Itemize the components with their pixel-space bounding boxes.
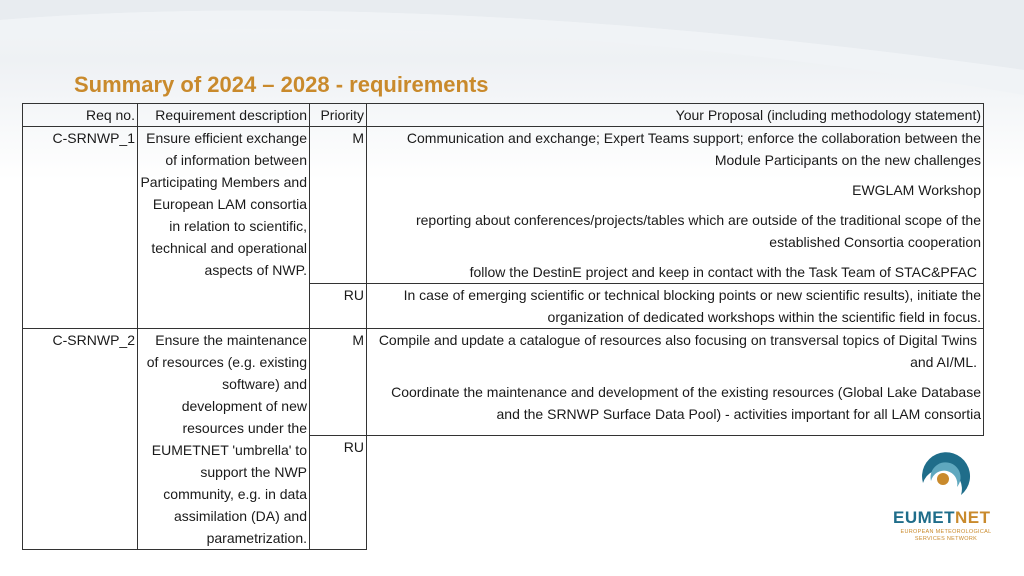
priority-cell: M [310, 329, 367, 436]
description-cell: Ensure efficient exchange of information between Participating Members and European LAM consortia in relation to scientific, technical and operational aspects of NWP. [138, 127, 310, 329]
requirements-table [22, 103, 984, 550]
logo-wordmark-part2: NET [955, 508, 991, 527]
header-priority: Priority [310, 104, 367, 127]
header-proposal: Your Proposal (including methodology statement) [367, 104, 984, 127]
proposal-item: In case of emerging scientific or technical blocking points or new scientific results), initiate the organization of dedicated workshops within the scientific field in focus. [403, 287, 981, 325]
req-no-cell: C-SRNWP_2 [23, 329, 138, 550]
header-description: Requirement description [138, 104, 310, 127]
proposal-item: Compile and update a catalogue of resources also focusing on transversal topics of Digital Twins and AI/ML. [378, 332, 977, 370]
priority-cell: M [310, 127, 367, 284]
proposal-cell [367, 329, 984, 436]
page-title: Summary of 2024 – 2028 - requirements [74, 72, 489, 97]
proposal-item: EWGLAM Workshop [852, 182, 981, 198]
proposal-item: Communication and exchange; Expert Teams support; enforce the collaboration between the Module Participants on the new challenges [406, 130, 981, 168]
proposal-cell [367, 284, 984, 329]
priority-cell: RU [310, 436, 367, 550]
proposal-item: follow the DestinE project and keep in contact with the Task Team of STAC&PFAC [469, 264, 977, 280]
proposal-cell [367, 127, 984, 284]
proposal-item: Coordinate the maintenance and development of the existing resources (Global Lake Database and the SRNWP Surface Data Pool) - activities important for all LAM consortia [391, 384, 981, 422]
priority-cell: RU [310, 284, 367, 329]
table-row [23, 127, 984, 284]
description-cell: Ensure the maintenance of resources (e.g. existing software) and development of new resources under the EUMETNET 'umbrella' to support the NWP community, e.g. in data assimilation (DA) and parametrization. [138, 329, 310, 550]
logo-wordmark-part1: EUMET [893, 508, 955, 527]
table-row [23, 329, 984, 436]
req-no-cell: C-SRNWP_1 [23, 127, 138, 329]
logo-subtitle: EUROPEAN METEOROLOGICAL SERVICES NETWORK [900, 529, 992, 542]
proposal-item: reporting about conferences/projects/tables which are outside of the traditional scope of the established Consortia cooperation [415, 212, 981, 250]
logo-wordmark [893, 508, 991, 528]
header-req-no: Req no. [23, 104, 138, 127]
table-header-row [23, 104, 984, 127]
